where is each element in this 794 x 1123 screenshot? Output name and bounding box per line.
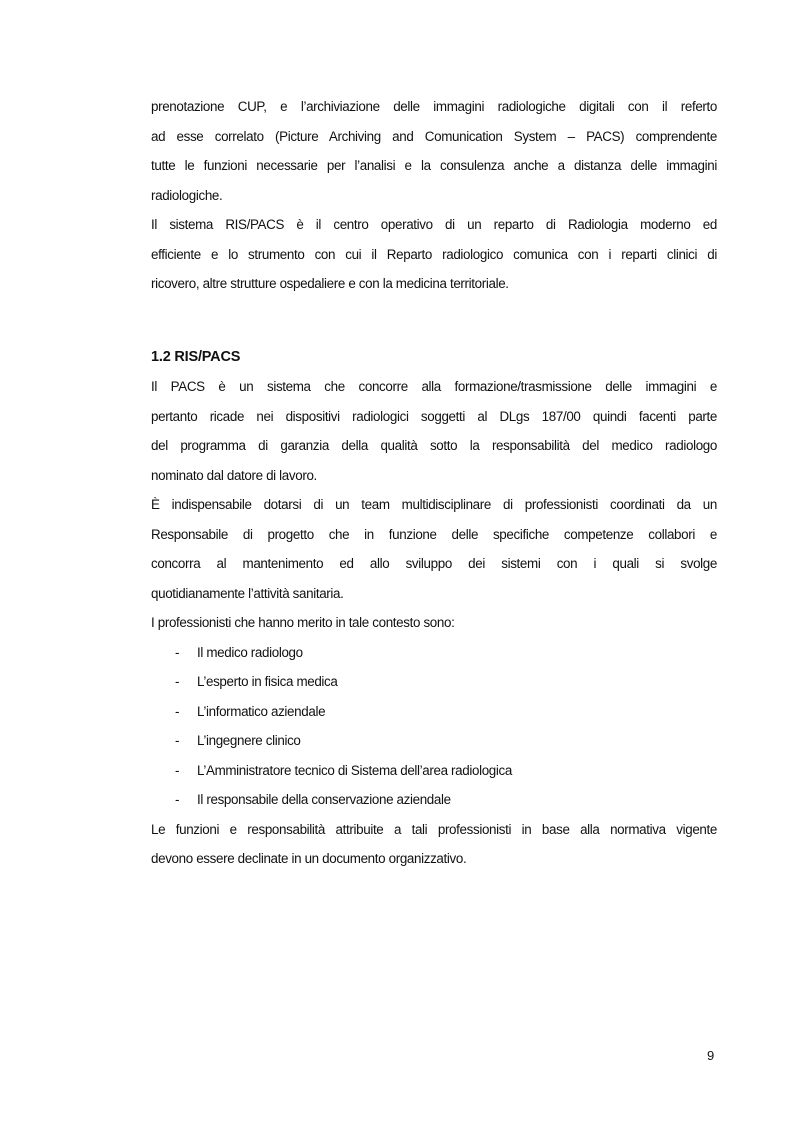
paragraph-pacs-definition xyxy=(151,372,717,490)
text-line: È indispensabile dotarsi di un team multidisciplinare di professionisti coordinati da un xyxy=(151,497,717,512)
text-line: Il sistema RIS/PACS è il centro operativo di un reparto di Radiologia moderno ed xyxy=(151,217,717,232)
text-line: ricovero, altre strutture ospedaliere e con la medicina territoriale. xyxy=(151,276,509,291)
paragraph-pacs-intro xyxy=(151,92,717,210)
spacer xyxy=(151,299,717,343)
paragraph-list-intro: I professionisti che hanno merito in tale contesto sono: xyxy=(151,615,455,630)
text-line: Responsabile di progetto che in funzione delle specifiche competenze collabori e xyxy=(151,526,717,542)
list-item-text: L’informatico aziendale xyxy=(197,703,326,719)
paragraph-ris-pacs-center xyxy=(151,210,717,299)
paragraph-closing xyxy=(151,815,717,874)
list-item xyxy=(151,785,717,815)
page-body xyxy=(151,92,717,874)
text-line: tutte le funzioni necessarie per l’analisi e la consulenza anche a distanza delle immagini xyxy=(151,158,717,173)
list-marker: - xyxy=(175,703,180,719)
page-number: 9 xyxy=(707,1048,715,1063)
list-item xyxy=(151,667,717,697)
paragraph-team xyxy=(151,490,717,608)
text-line: nominato dal datore di lavoro. xyxy=(151,467,317,483)
list-item-text: Il responsabile della conservazione aziendale xyxy=(197,792,451,807)
list-item-text: Il medico radiologo xyxy=(197,644,303,660)
list-item xyxy=(151,697,717,727)
list-marker: - xyxy=(175,674,180,689)
text-line: prenotazione CUP, e l’archiviazione delle immagini radiologiche digitali con il referto xyxy=(151,99,717,114)
list-item xyxy=(151,726,717,756)
text-line: del programma di garanzia della qualità sotto la responsabilità del medico radiologo xyxy=(151,438,717,453)
text-line: pertanto ricade nei dispositivi radiologici soggetti al DLgs 187/00 quindi facenti parte xyxy=(151,408,717,424)
text-line: quotidianamente l’attività sanitaria. xyxy=(151,585,344,601)
text-line: concorra al mantenimento ed allo sviluppo dei sistemi con i quali si svolge xyxy=(151,556,717,571)
list-item-text: L’ingegnere clinico xyxy=(197,733,301,748)
text-line: radiologiche. xyxy=(151,187,223,203)
text-line: Il PACS è un sistema che concorre alla formazione/trasmissione delle immagini e xyxy=(151,379,717,394)
list-marker: - xyxy=(175,733,180,748)
list-item-text: L’Amministratore tecnico di Sistema dell’area radiologica xyxy=(197,762,512,778)
section-heading: 1.2 RIS/PACS xyxy=(151,348,241,365)
list-marker: - xyxy=(175,762,180,778)
list-marker: - xyxy=(175,644,180,660)
text-line: Le funzioni e responsabilità attribuite a tali professionisti in base alla normativa vigente xyxy=(151,821,717,837)
text-line: devono essere declinate in un documento organizzativo. xyxy=(151,851,467,866)
text-line: efficiente e lo strumento con cui il Reparto radiologico comunica con i reparti clinici di xyxy=(151,246,717,262)
text-line: ad esse correlato (Picture Archiving and Comunication System – PACS) comprendente xyxy=(151,128,717,144)
list-marker: - xyxy=(175,792,180,807)
list-item xyxy=(151,756,717,786)
list-item-text: L’esperto in fisica medica xyxy=(197,674,338,689)
list-item xyxy=(151,638,717,668)
professionals-list xyxy=(151,638,717,815)
